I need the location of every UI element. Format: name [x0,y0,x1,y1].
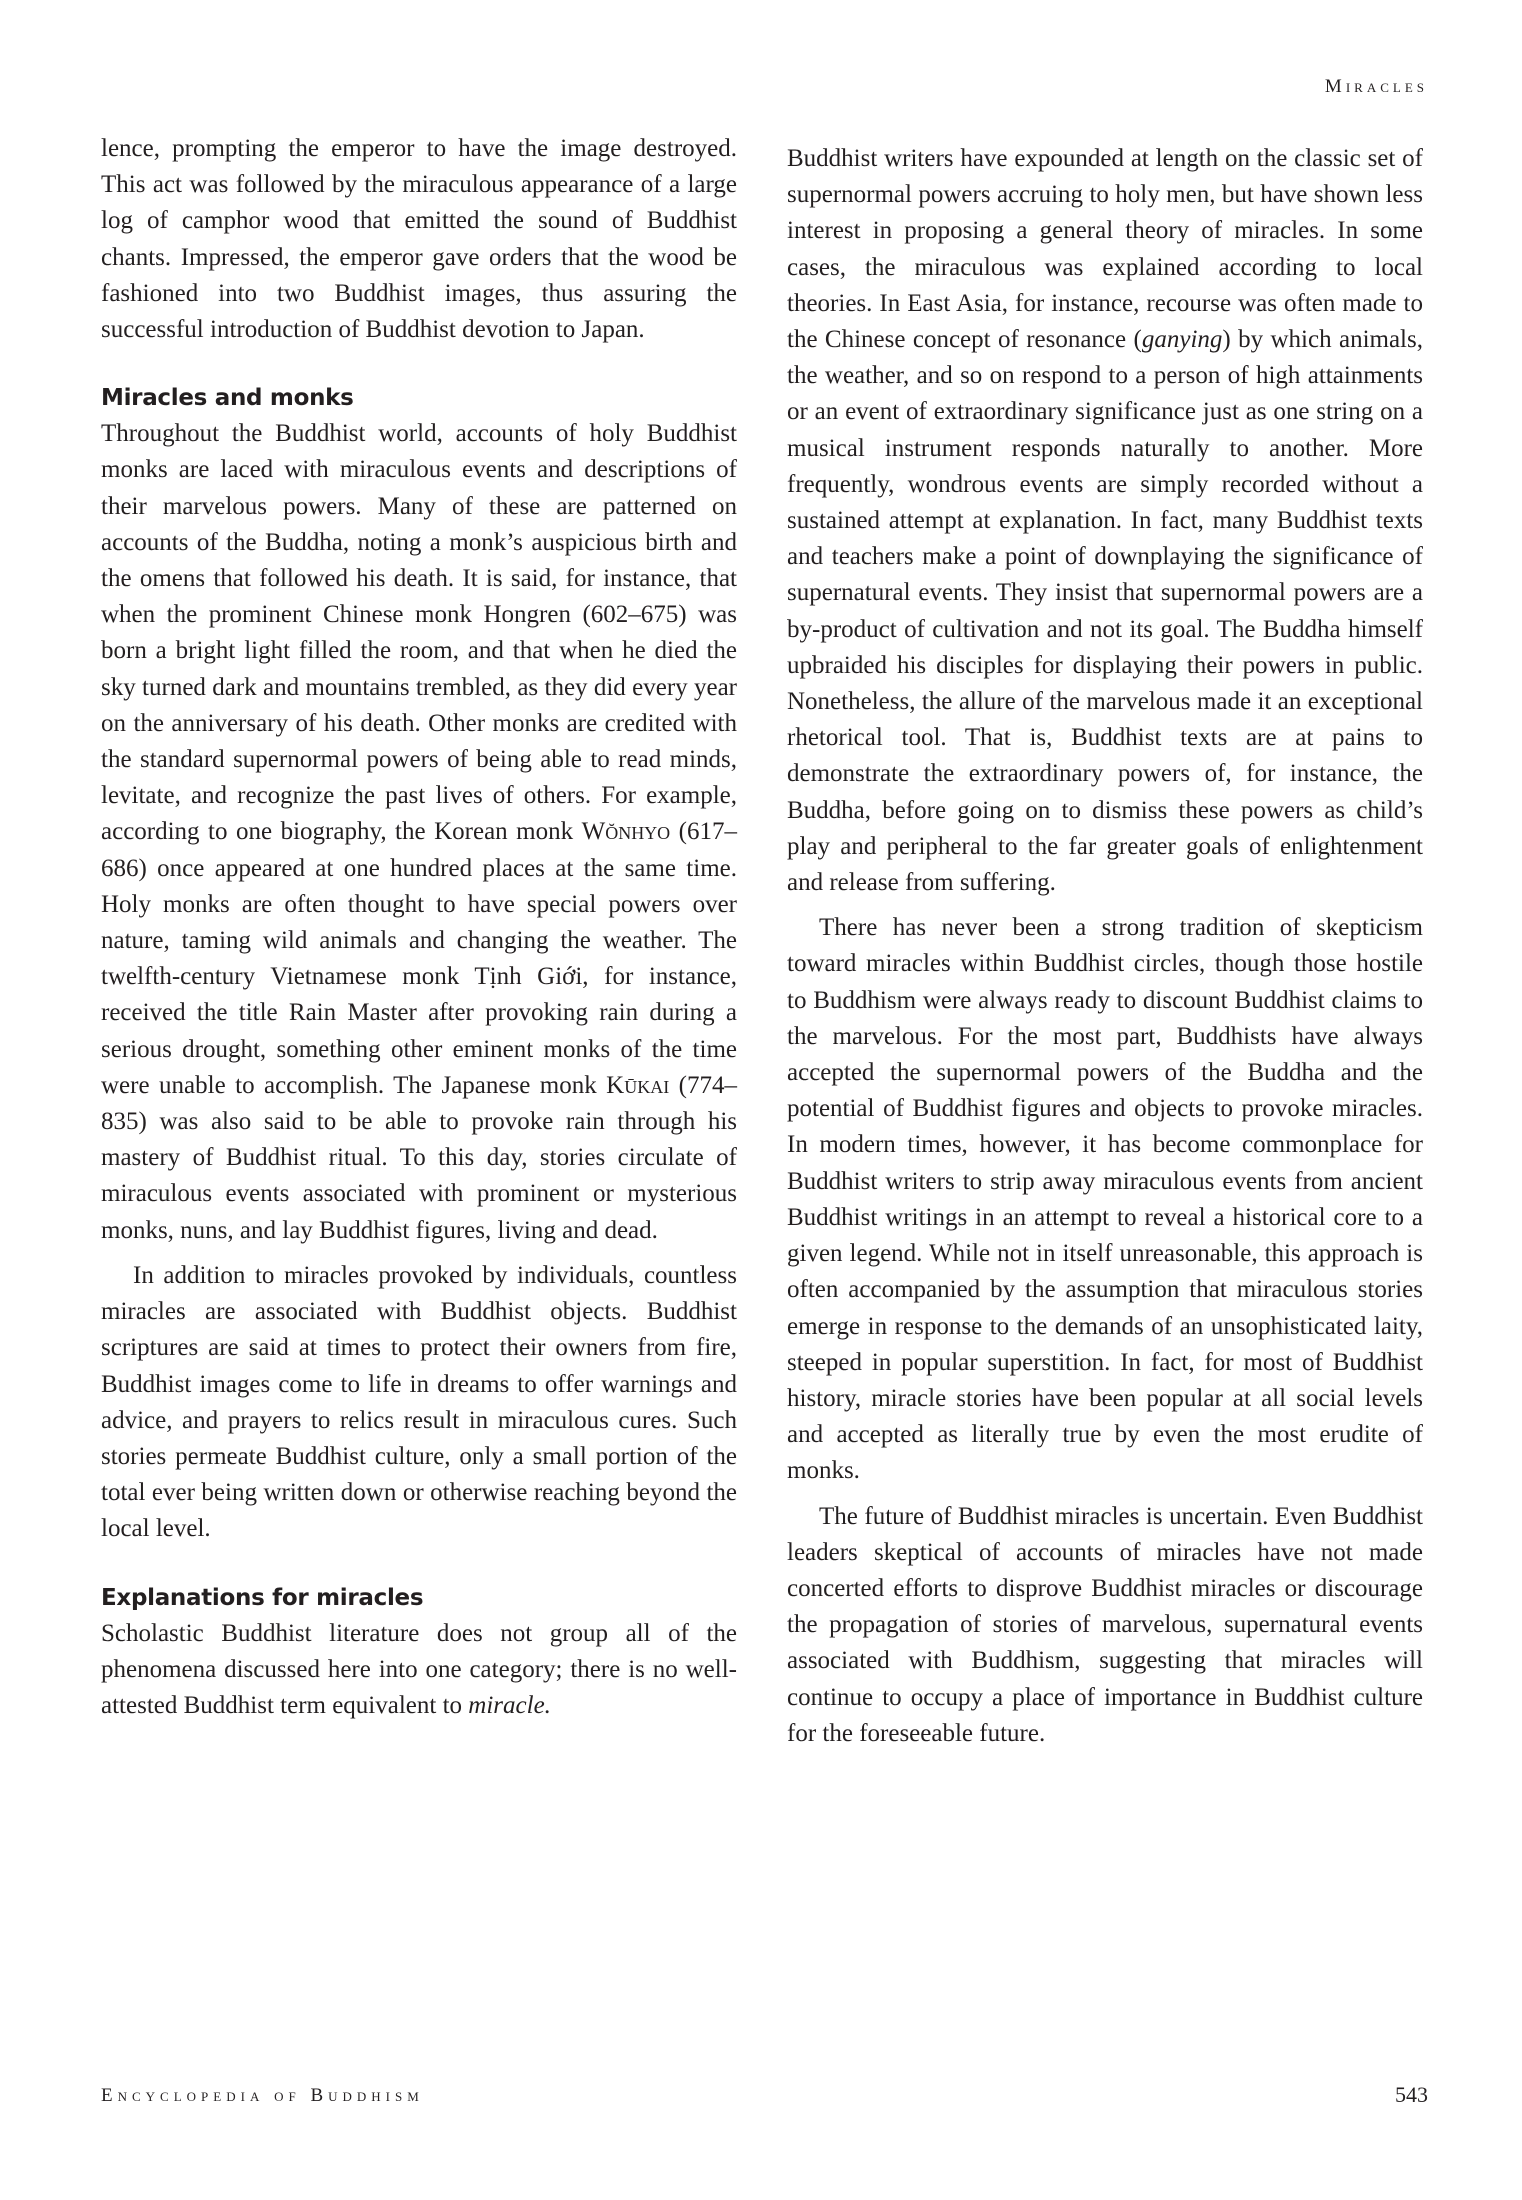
paragraph: In addition to miracles provoked by individuals, countless miracles are associated with Buddhist objects. Buddhist scriptures are said at times to protect their owners from fire, Buddhist images come to life in dreams to offer warnings and advice, and prayers to relics result in miraculous cures. Such stories permeate Buddhist culture, only a small portion of the total ever being written down or otherwise reaching beyond the local level. [101,1261,737,1543]
running-head: Miracles [1324,76,1428,97]
paragraph: lence, prompting the emperor to have the image destroyed. This act was followed by the miraculous appearance of a large log of camphor wood that emitted the sound of Buddhist chants. Impressed, the emperor gave orders that the wood be fashioned into two Buddhist images, thus assuring the successful introduction of Buddhist devotion to Japan. [101,135,737,344]
paragraph: There has never been a strong tradition of skepticism toward miracles within Buddhist circles, though those hostile to Buddhism were always ready to discount Buddhist claims to the marvelous. For the most part, Buddhists have always accepted the supernormal powers of the Buddha and the potential of Buddhist figures and objects to provoke miracles. In modern times, however, it has become commonplace for Buddhist writers to strip away miraculous events from ancient Buddhist writings in an attempt to reveal a historical core to a given legend. While not in itself unreasonable, this approach is often accompanied by the assumption that miraculous stories emerge in response to the demands of an unsophisticated laity, steeped in popular superstition. In fact, for most of Buddhist history, miracle stories have been popular at all social levels and accepted as literally true by even the most erudite of monks. [787,914,1423,1485]
text-run: ) by which animals, the weather, and so on respond to a person of high attainments or an event of extraordinary significance just as one string on a musical instrument responds naturally to another. More frequently, wondrous events are simply recorded without a sustained attempt at explanation. In fact, many Buddhist texts and teachers make a point of downplaying the significance of supernatural events. They insist that supernormal powers are a by-product of cultivation and not its goal. The Buddha himself upbraided his disciples for displaying their powers in public. Nonetheless, the allure of the marvelous made it an exceptional rhetorical tool. That is, Buddhist texts are at pains to demonstrate the extraordinary powers of, for instance, the Buddha, before going on to dismiss these powers as child’s play and peripheral to the far greater goals of enlightenment and release from suffering. [787,326,1423,897]
section-heading: Miracles and monks [101,385,354,412]
text-run: Buddhist writers have expounded at length on the classic set of supernormal powers accruing to holy men, but have shown less interest in proposing a general theory of miracles. In some cases, the miraculous was explained according to local theories. In East Asia, for instance, recourse was often made to the Chinese concept of resonance ( [787,145,1423,354]
text-run: Scholastic Buddhist literature does not group all of the phenomena discussed here into one category; there is no well-attested Buddhist term equivalent to [101,1619,737,1719]
left-column [101,131,737,1724]
text-run: (617–686) once appeared at one hundred places at the same time. Holy monks are often thought to have special powers over nature, taming wild animals and changing the weather. The twelfth-century Vietnamese monk Tịnh Giới, for instance, received the title Rain Master after provoking rain during a serious drought, something other eminent monks of the time were unable to accomplish. The Japanese monk [101,818,738,1099]
paragraph [101,416,737,1249]
cross-reference-kukai: Kūkai [606,1071,670,1099]
section-heading: Explanations for miracles [101,1584,424,1611]
paragraph: The future of Buddhist miracles is uncertain. Even Buddhist leaders skeptical of accounts of miracles have not made concerted efforts to disprove Buddhist miracles or discourage the propagation of stories of marvelous, supernatural events associated with Buddhism, suggesting that miracles will continue to occupy a place of importance in Buddhist culture for the foreseeable future. [787,1502,1423,1747]
page-number: 543 [1395,2082,1428,2107]
cross-reference-wonhyo: Wŏnhyo [581,818,671,846]
italic-term: miracle. [468,1691,551,1719]
italic-term: ganying [1141,326,1223,354]
running-foot: Encyclopedia of Buddhism [101,2085,424,2106]
text-run: (774–835) was also said to be able to provoke rain through his mastery of Buddhist ritual. To this day, stories circulate of miraculous events associated with prominent or mysterious monks, nuns, and lay Buddhist figures, living and dead. [101,1071,738,1244]
paragraph [787,141,1423,901]
right-column [787,141,1423,1752]
text-run: Throughout the Buddhist world, accounts of holy Buddhist monks are laced with miraculous events and descriptions of their marvelous powers. Many of these are patterned on accounts of the Buddha, noting a monk’s auspicious birth and the omens that followed his death. It is said, for instance, that when the prominent Chinese monk Hongren (602–675) was born a bright light filled the room, and that when he died the sky turned dark and mountains trembled, as they did every year on the anniversary of his death. Other monks are credited with the standard supernormal powers of being able to read minds, levitate, and recognize the past lives of others. For example, according to one biography, the Korean monk [101,420,737,846]
paragraph [101,1616,737,1725]
